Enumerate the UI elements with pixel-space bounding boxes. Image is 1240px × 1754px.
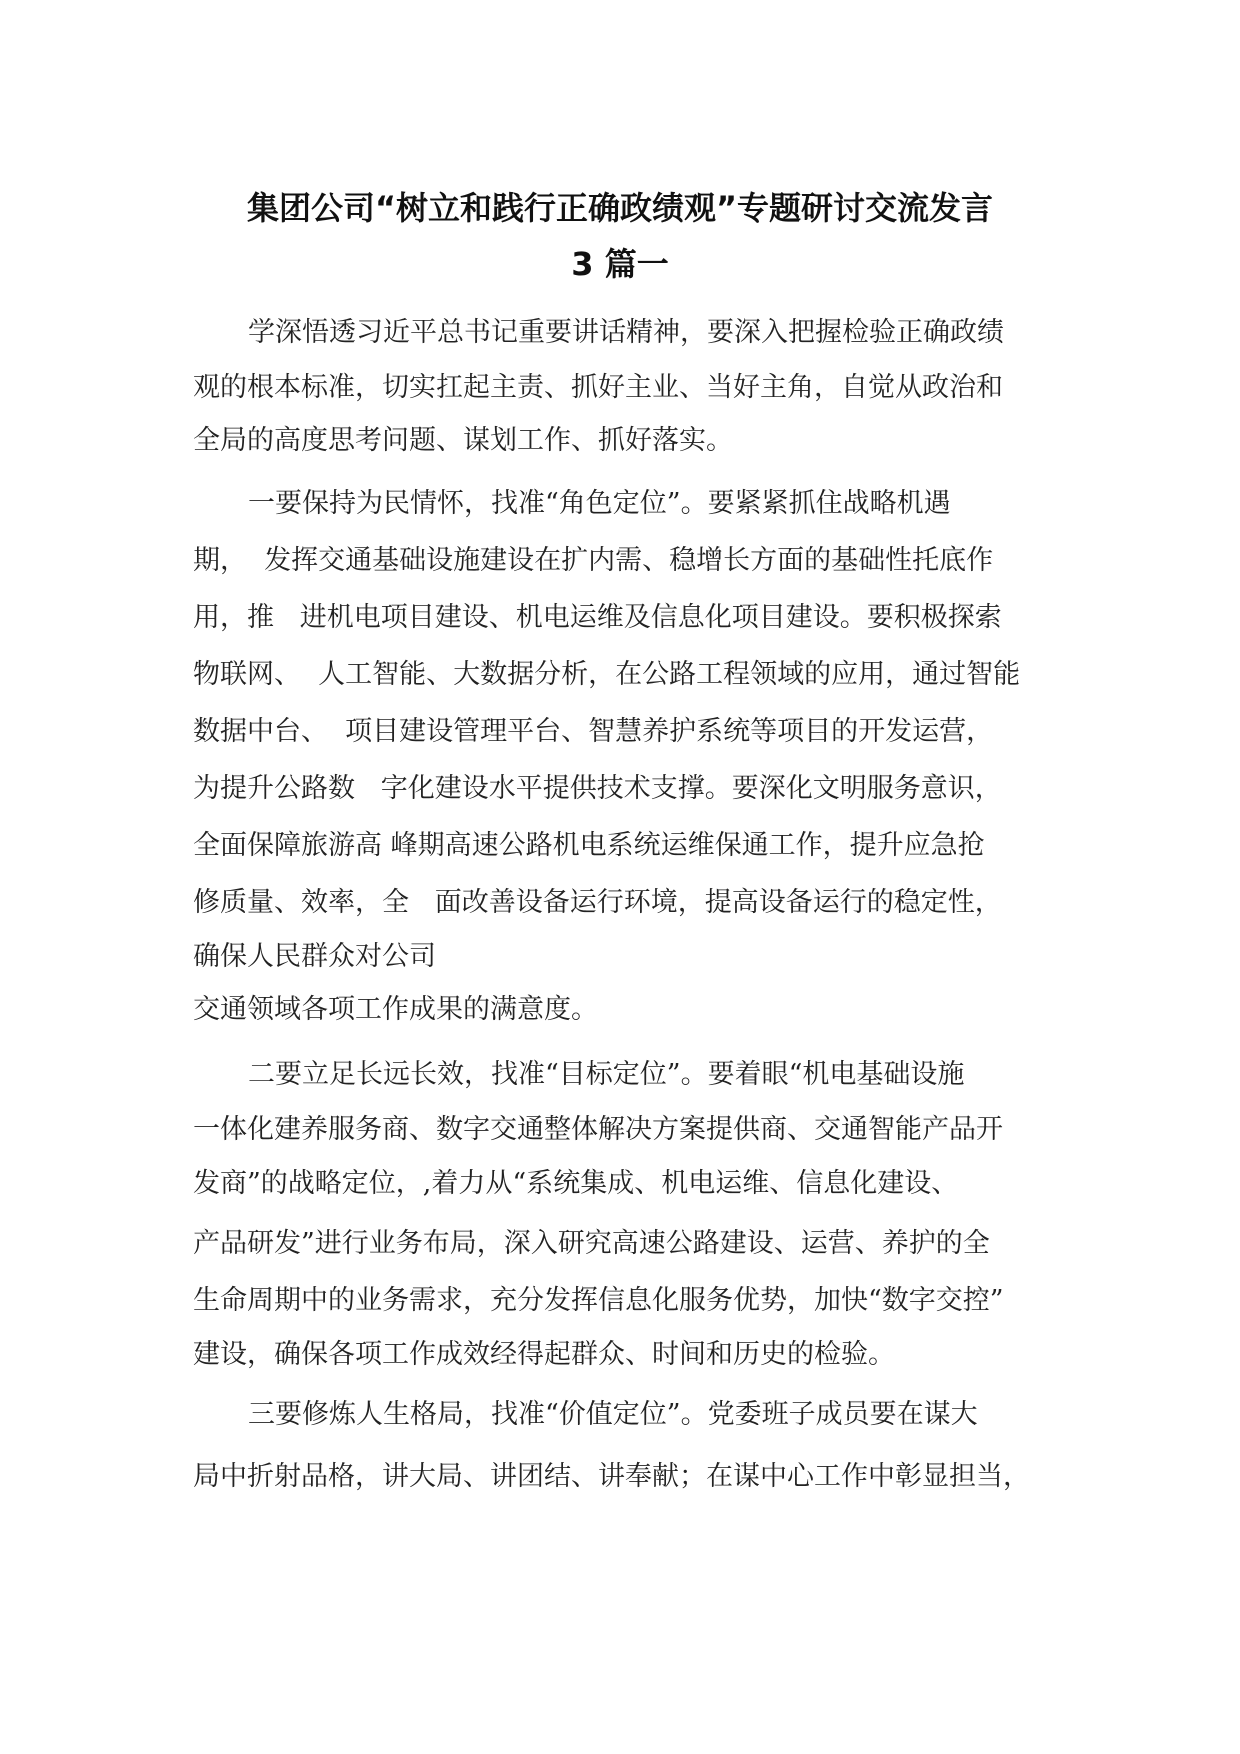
p2-line-5: 数据中台、 项目建设管理平台、智慧养护系统等项目的开发运营， xyxy=(193,716,994,747)
p1-line-2: 观的根本标准，切实扛起主责、抓好主业、当好主角，自觉从政治和 xyxy=(193,372,1003,403)
title-line-1: 集团公司“树立和践行正确政绩观”专题研讨交流发言 xyxy=(246,189,994,227)
title-line-2: 3 篇一 xyxy=(571,245,669,283)
p3-line-1: 二要立足长远长效，找准“目标定位”。要着眼“机电基础设施 xyxy=(248,1059,965,1090)
p2-line-3: 用，推 进机电项目建设、机电运维及信息化项目建设。要积极探索 xyxy=(193,602,1002,633)
p2-line-7: 全面保障旅游高 峰期高速公路机电系统运维保通工作，提升应急抢 xyxy=(193,830,985,861)
p2-line-9: 确保人民群众对公司 xyxy=(193,941,436,972)
p2-line-8: 修质量、效率，全 面改善设备运行环境，提高设备运行的稳定性， xyxy=(193,887,1002,918)
p1-line-3: 全局的高度思考问题、谋划工作、抓好落实。 xyxy=(193,425,733,456)
p2-line-1: 一要保持为民情怀，找准“角色定位”。要紧紧抓住战略机遇 xyxy=(248,488,951,519)
p2-line-4: 物联网、 人工智能、大数据分析，在公路工程领域的应用，通过智能 xyxy=(193,659,1021,690)
p1-line-1: 学深悟透习近平总书记重要讲话精神，要深入把握检验正确政绩 xyxy=(248,317,1004,348)
p3-line-6: 建设，确保各项工作成效经得起群众、时间和历史的检验。 xyxy=(193,1339,895,1370)
p2-line-6: 为提升公路数 字化建设水平提供技术支撑。要深化文明服务意识， xyxy=(193,773,1002,804)
p4-line-2: 局中折射品格，讲大局、讲团结、讲奉献；在谋中心工作中彰显担当， xyxy=(193,1461,1030,1492)
p3-line-3: 发商”的战略定位，,着力从“系统集成、机电运维、信息化建设、 xyxy=(193,1168,959,1199)
p4-line-1: 三要修炼人生格局，找准“价值定位”。党委班子成员要在谋大 xyxy=(248,1399,978,1430)
p3-line-4: 产品研发”进行业务布局，深入研究高速公路建设、运营、养护的全 xyxy=(193,1228,990,1259)
p3-line-5: 生命周期中的业务需求，充分发挥信息化服务优势，加快“数字交控” xyxy=(193,1285,1004,1316)
document-title xyxy=(0,180,1240,292)
p2-line-10: 交通领域各项工作成果的满意度。 xyxy=(193,994,598,1025)
p2-line-2: 期， 发挥交通基础设施建设在扩内需、稳增长方面的基础性托底作 xyxy=(193,545,994,576)
p3-line-2: 一体化建养服务商、数字交通整体解决方案提供商、交通智能产品开 xyxy=(193,1114,1003,1145)
